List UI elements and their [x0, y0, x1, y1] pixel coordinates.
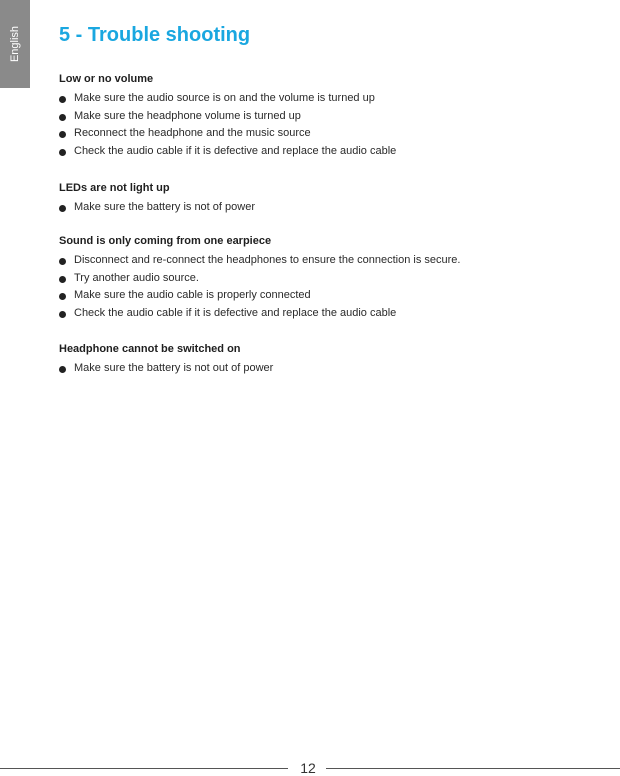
- page-title: 5 - Trouble shooting: [59, 24, 251, 46]
- section-leds: [59, 181, 599, 217]
- list-item: Check the audio cable if it is defective and replace the audio cable: [59, 143, 599, 161]
- bullet-icon: [59, 311, 66, 318]
- section-heading: Sound is only coming from one earpiece: [59, 235, 272, 247]
- section-heading: Headphone cannot be switched on: [59, 343, 241, 355]
- bullet-list: [59, 360, 599, 378]
- bullet-icon: [59, 366, 66, 373]
- bullet-icon: [59, 149, 66, 156]
- bullet-icon: [59, 276, 66, 283]
- page-number: 12: [300, 760, 316, 776]
- bullet-icon: [59, 96, 66, 103]
- language-label: English: [9, 25, 22, 63]
- bullet-list: [59, 90, 599, 160]
- bullet-icon: [59, 205, 66, 212]
- bullet-icon: [59, 293, 66, 300]
- footer-divider: [326, 768, 620, 769]
- section-low-volume: [59, 72, 599, 160]
- section-heading: LEDs are not light up: [59, 182, 170, 194]
- list-item: Make sure the battery is not out of power: [59, 360, 599, 378]
- language-tab: [0, 0, 30, 88]
- list-item: Check the audio cable if it is defective and replace the audio cable: [59, 305, 599, 323]
- bullet-list: [59, 199, 599, 217]
- bullet-list: [59, 252, 599, 322]
- list-item: Make sure the battery is not of power: [59, 199, 599, 217]
- list-item: Disconnect and re-connect the headphones to ensure the connection is secure.: [59, 252, 599, 270]
- list-item: Make sure the audio source is on and the volume is turned up: [59, 90, 599, 108]
- list-item: Reconnect the headphone and the music source: [59, 125, 599, 143]
- bullet-icon: [59, 258, 66, 265]
- list-item: Make sure the audio cable is properly connected: [59, 287, 599, 305]
- bullet-icon: [59, 131, 66, 138]
- section-one-earpiece: [59, 234, 599, 322]
- list-item: Make sure the headphone volume is turned up: [59, 108, 599, 126]
- section-heading: Low or no volume: [59, 73, 154, 85]
- bullet-icon: [59, 114, 66, 121]
- section-switch-on: [59, 342, 599, 378]
- footer-divider: [0, 768, 288, 769]
- list-item: Try another audio source.: [59, 270, 599, 288]
